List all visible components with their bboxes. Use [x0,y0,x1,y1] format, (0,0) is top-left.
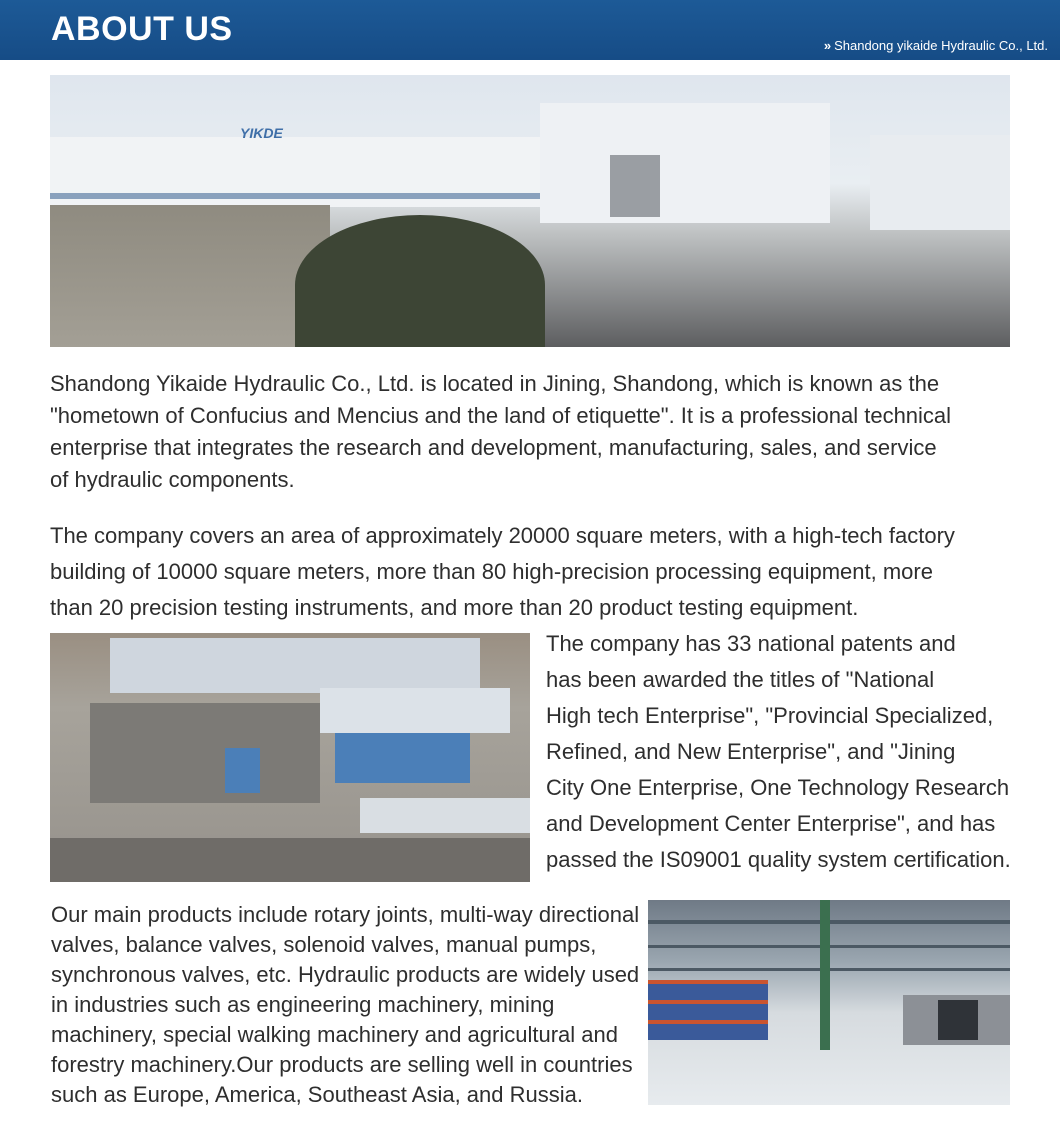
text-line: synchronous valves, etc. Hydraulic products are widely used [51,962,640,987]
text-line: such as Europe, America, Southeast Asia, and Russia. [51,1082,583,1107]
workshop-interior-photo [648,900,1010,1105]
text-line: High tech Enterprise", "Provincial Specialized, [546,703,994,728]
text-line: and Development Center Enterprise", and has [546,811,996,836]
text-line: enterprise that integrates the research and development, manufacturing, sales, and service [50,435,937,460]
products-paragraph [51,900,646,1110]
header-banner [0,0,1060,60]
text-line: than 20 precision testing instruments, and more than 20 product testing equipment. [50,595,859,620]
text-line: Refined, and New Enterprise", and "Jining [546,739,956,764]
text-line: The company has 33 national patents and [546,631,956,656]
double-chevron-right-icon: » [823,38,832,53]
text-line: of hydraulic components. [50,467,295,492]
factory-sign-text: YIKDE [240,125,283,141]
text-line: forestry machinery.Our products are selling well in countries [51,1052,633,1077]
intro-paragraph [50,368,1030,496]
page-title: ABOUT US [51,10,233,48]
awards-paragraph [546,626,1046,878]
area-paragraph [50,518,1030,626]
text-line: "hometown of Confucius and Mencius and the land of etiquette". It is a professional technical [50,403,952,428]
text-line: machinery, special walking machinery and agricultural and [51,1022,618,1047]
text-line: The company covers an area of approximately 20000 square meters, with a high-tech factory [50,523,955,548]
aerial-factory-photo [50,633,530,882]
text-line: Shandong Yikaide Hydraulic Co., Ltd. is located in Jining, Shandong, which is known as the [50,371,940,396]
text-line: in industries such as engineering machinery, mining [51,992,555,1017]
company-name: Shandong yikaide Hydraulic Co., Ltd. [834,38,1048,53]
factory-panorama-photo [50,75,1010,347]
text-line: has been awarded the titles of "National [546,667,935,692]
company-tag [824,38,1048,53]
text-line: valves, balance valves, solenoid valves, manual pumps, [51,932,597,957]
text-line: Our main products include rotary joints, multi-way directional [51,902,640,927]
text-line: passed the IS09001 quality system certification. [546,847,1011,872]
text-line: City One Enterprise, One Technology Research [546,775,1010,800]
text-line: building of 10000 square meters, more than 80 high-precision processing equipment, more [50,559,933,584]
